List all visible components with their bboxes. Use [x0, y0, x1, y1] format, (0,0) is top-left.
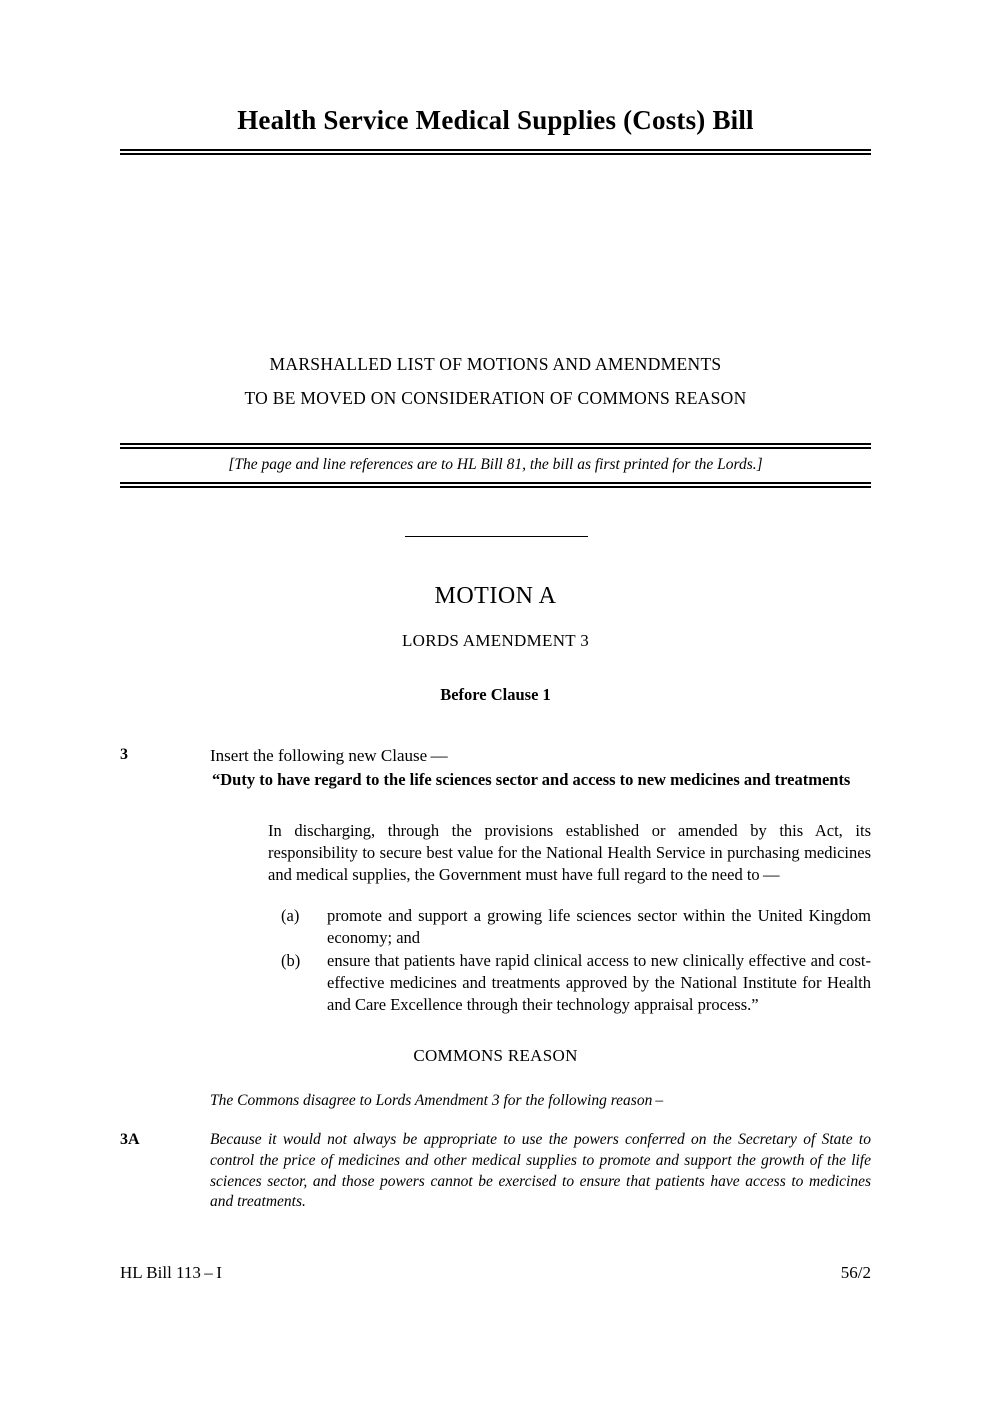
title-divider-rule [120, 149, 871, 155]
new-clause-heading-line-1: “Duty to have regard to the life sciences sector and access to new medicines and [212, 770, 771, 789]
clause-position-heading: Before Clause 1 [440, 685, 551, 704]
list-item-text: ensure that patients have rapid clinical access to new clinically effective and cost-effective medicines and treatments approved by the National Institute for Health and Care Excellence through their technology appraisal process.” [327, 950, 871, 1014]
reference-note: [The page and line references are to HL Bill 81, the bill as first printed for the Lords.] [228, 456, 763, 473]
footer-page-reference: 56/2 [840, 1263, 871, 1282]
new-clause-heading-line-2: treatments [774, 770, 851, 789]
amendment-number: 3 [120, 746, 128, 763]
motion-heading: MOTION A [434, 583, 557, 609]
commons-reason-heading: COMMONS REASON [413, 1046, 578, 1065]
lords-amendment-heading: LORDS AMENDMENT 3 [401, 631, 590, 650]
footer-bill-reference: HL Bill 113 – I [120, 1263, 222, 1282]
section-divider-rule [405, 536, 588, 537]
new-clause-heading [212, 769, 921, 792]
clause-body-paragraph: In discharging, through the provisions established or amended by this Act, its responsibility to secure best value for the National Health Service in purchasing medicines and medical supplies, the Government must have full regard to the need to — [268, 821, 871, 884]
note-top-rule [120, 443, 871, 449]
clause-sub-paragraph-list [281, 905, 871, 1017]
subtitle-line-1: MARSHALLED LIST OF MOTIONS AND AMENDMENTS [269, 354, 722, 374]
subtitle-line-2: TO BE MOVED ON CONSIDERATION OF COMMONS REASON [244, 388, 747, 408]
note-bottom-rule [120, 482, 871, 488]
reason-text: Because it would not always be appropriate to use the powers conferred on the Secretary of State to control the price of medicines and other medical supplies to promote and support the growth of the life sciences sector, and those powers cannot be exercised to ensure that patients have access to medicines and treatments. [210, 1131, 871, 1211]
list-item [281, 905, 871, 949]
list-item [281, 950, 871, 1016]
page-title: Health Service Medical Supplies (Costs) Bill [237, 105, 754, 135]
commons-disagree-statement: The Commons disagree to Lords Amendment 3 for the following reason – [210, 1092, 664, 1109]
list-item-marker: (a) [281, 906, 300, 925]
list-item-marker: (b) [281, 950, 301, 970]
list-item-text: promote and support a growing life sciences sector within the United Kingdom economy; and [327, 906, 871, 947]
amendment-instruction: Insert the following new Clause — [210, 746, 448, 765]
reason-number: 3A [120, 1131, 140, 1148]
